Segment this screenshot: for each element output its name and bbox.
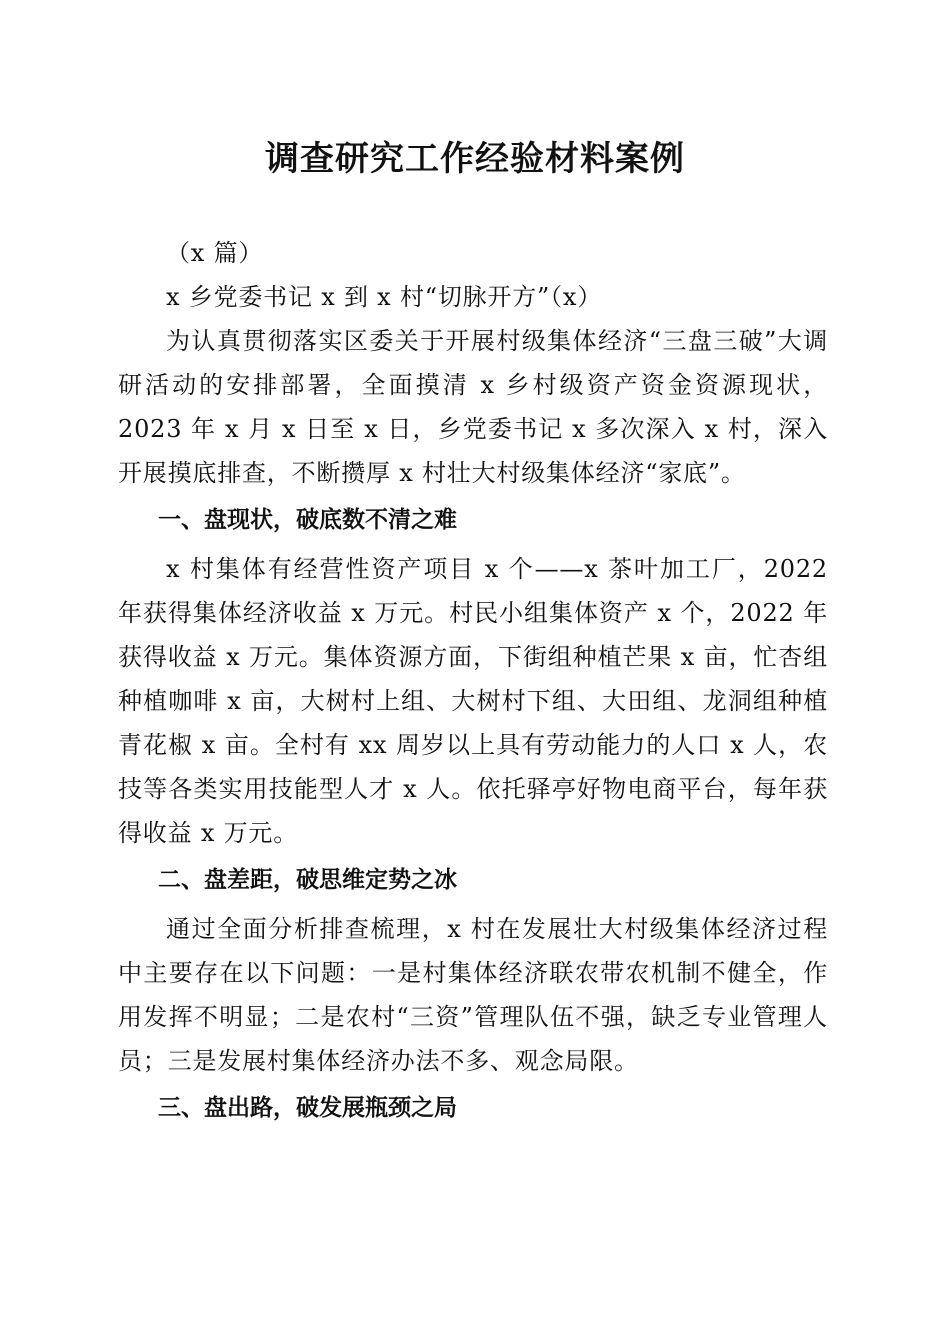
document-title: 调查研究工作经验材料案例 (265, 139, 685, 179)
section-body-1: x 村集体有经营性资产项目 x 个——x 茶叶加工厂，2022 年获得集体经济收益 x 万元。村民小组集体资产 x 个，2022 年获得收益 x 万元。集体资源方面，下街组种植芒果 x 亩，忙杏组种植咖啡 x 亩，大树村上组、大树村下组、大田组、龙洞组种植青花椒 x 亩。全村有 xx 周岁以上具有劳动能力的人口 x 人，农技等各类实用技能型人才 x 人。依托驿亭好物电商平台，每年获得收益 x 万元。 (118, 555, 828, 847)
article-number: （x 篇） (166, 239, 264, 267)
intro-paragraph: 为认真贯彻落实区委关于开展村级集体经济“三盘三破”大调研活动的安排部署，全面摸清 x 乡村级资产资金资源现状，2023 年 x 月 x 日至 x 日，乡党委书记 x 多次深入 x 村，深入开展摸底排查，不断攒厚 x 村壮大村级集体经济“家底”。 (118, 327, 828, 487)
article-byline: x 乡党委书记 x 到 x 村“切脉开方”（x） (166, 283, 603, 311)
section-heading-2: 二、盘差距，破思维定势之冰 (158, 867, 457, 893)
section-heading-3: 三、盘出路，破发展瓶颈之局 (158, 1095, 457, 1121)
section-body-2: 通过全面分析排查梳理，x 村在发展壮大村级集体经济过程中主要存在以下问题：一是村集体经济联农带农机制不健全，作用发挥不明显；二是农村“三资”管理队伍不强，缺乏专业管理人员；三是发展村集体经济办法不多、观念局限。 (118, 915, 828, 1075)
document-body (118, 231, 828, 1135)
section-heading-1: 一、盘现状，破底数不清之难 (158, 507, 457, 533)
